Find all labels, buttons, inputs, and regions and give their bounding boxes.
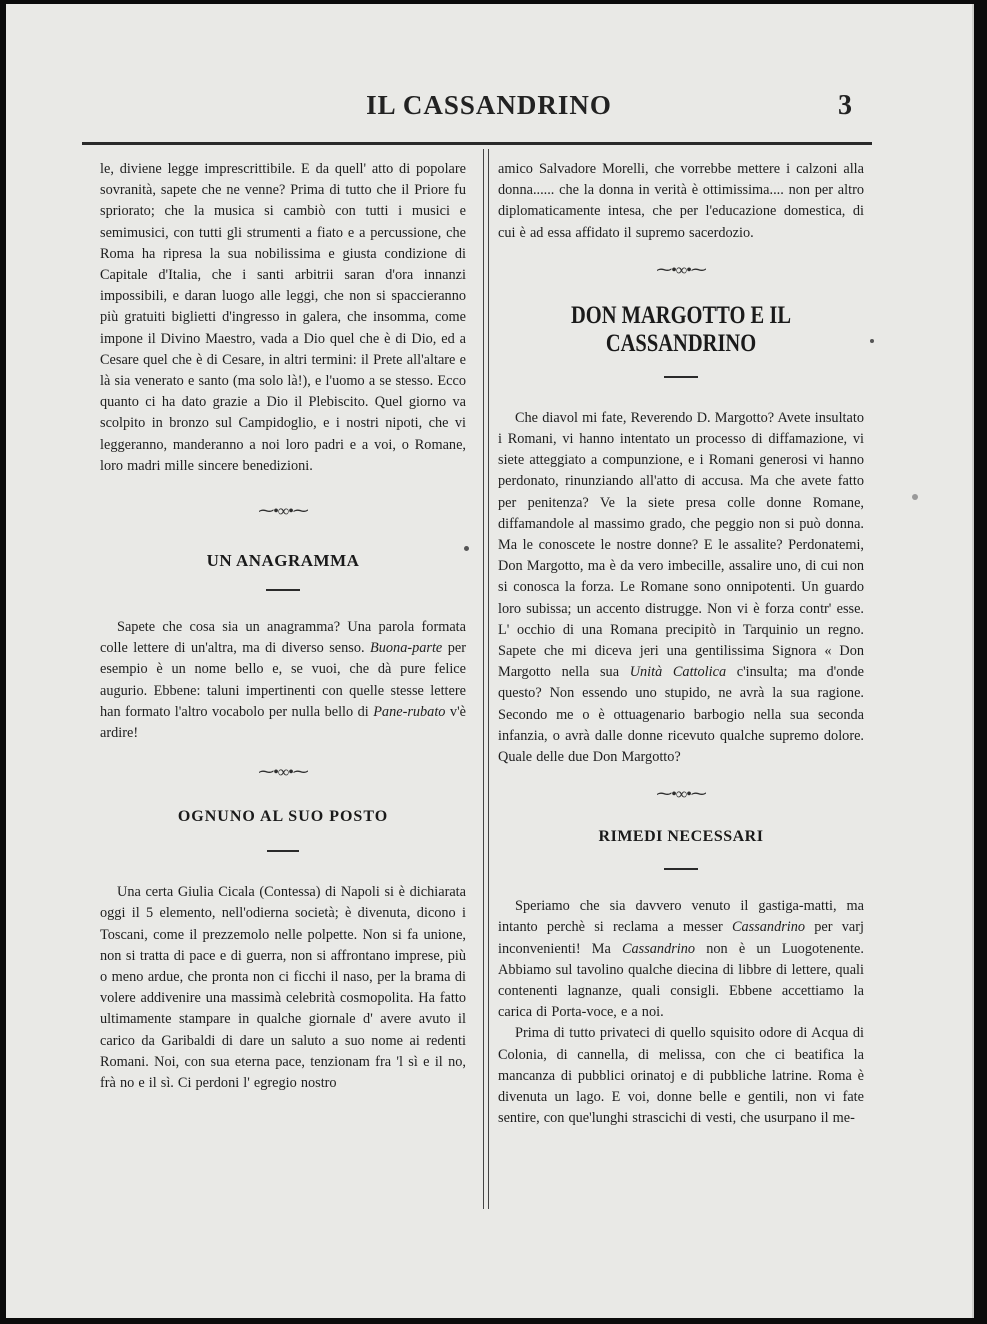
rimedi-emphasis: Cassandrino bbox=[621, 940, 696, 957]
section-title-posto: OGNUNO AL SUO POSTO bbox=[177, 808, 389, 826]
newspaper-page bbox=[6, 4, 974, 1318]
ornament-divider: ⁓•∞•⁓ bbox=[258, 764, 308, 782]
ornament-divider: ⁓•∞•⁓ bbox=[258, 503, 308, 521]
rimedi-text: per varj inconvenienti! Ma bbox=[498, 919, 864, 957]
title-rule bbox=[664, 868, 698, 870]
rimedi-article bbox=[498, 896, 864, 1023]
margotto-text: c'insulta; ma d'onde questo? Non essendo uno stupido, ne avrà la sua ragione. Secondo me o è ottuagenario barbogio nella sua seconda infanzia, o avrà dalle donne ricevuto qualche supremo dolore. Quale delle due Don Margotto? bbox=[498, 664, 864, 766]
margotto-text: Che diavol mi fate, Reverendo D. Margotto? Avete insultato i Romani, vi hanno intentato un processo di diffamazione, vi siete atteggiato a compunzione, e i Romani generosi vi hanno perdonato, rinunziando all'atto di accusa. Ma che avete fatto per penitenza? Ve la siete presa colle donne Romane, diffamandole al massimo grado, che peggio non si può donna. Ma le conoscete le nostre donne? E le assalite? Perdonatemi, Don Margotto, ma è da vero imbecille, assalire uno, di cui non si conosca la forza. Le Romane sono onnipotenti. Un guardo loro subissa; un accento distrugge. Non vi è forza contr' esse. L' occhio di una Romana precipitò in Tarquinio un regno. Sapete che mi diceva jeri una gentilissima Signora « Don Margotto nella sua bbox=[498, 409, 864, 681]
print-speck bbox=[912, 494, 918, 500]
margotto-article bbox=[498, 408, 864, 768]
rimedi-article-continued: Prima di tutto privateci di quello squisito odore di Acqua di Colonia, di cannella, di melissa, con che ci beatifica la mancanza di pubblici orinatoj e di pubbliche latrine. Roma è divenuta un lago. E voi, donne belle e gentili, non vi fate sentire, con que'lunghi strascichi di vesti, che usurpano il me- bbox=[498, 1025, 864, 1127]
section-title-rimedi: RIMEDI NECESSARI bbox=[598, 828, 764, 846]
rimedi-text: Speriamo che sia davvero venuto il gastiga-matti, ma intanto perchè si reclama a messer bbox=[498, 898, 864, 936]
ornament-divider: ⁓•∞•⁓ bbox=[656, 261, 706, 279]
anagramma-emphasis: Buona-parte bbox=[370, 640, 443, 657]
page-number: 3 bbox=[838, 90, 852, 121]
print-speck bbox=[464, 546, 469, 551]
anagramma-text: Sapete che cosa sia un anagramma? Una parola formata colle lettere di un'altra, ma di diverso senso. bbox=[100, 619, 466, 657]
anagramma-text: per esempio è un nome bello e, se vuoi, che dà pure felice augurio. Ebbene: taluni impertinenti con quelle stesse lettere han formato l'altro vocabolo per nulla bello di bbox=[100, 640, 466, 720]
title-rule bbox=[664, 376, 698, 378]
title-rule bbox=[267, 850, 299, 852]
article-continuation: le, diviene legge imprescrittibile. E da quell' atto di popolare sovranità, sapete che ne venne? Prima di tutto che il Priore fu spriorato; che la musica si cambiò con tutti i musici e semimusici, con tutti gli strumenti a fiato e a percussione, che Roma ha ripresa la sua nobilissima e giusta condizione di Capitale d'Italia, che i santi arbitrii saran d'ora innanzi impossibili, e daran luogo alle leggi, che non si spaccieranno più gratuiti biglietti d'ingresso in galera, che insomma, come impone il Divino Maestro, vada a Dio quel che è di Dio, ed a Cesare quel che è di Cesare, in altri termini: il Prete all'altare e là sia venerato e santo (ma solo là!), e l'uomo a se stesso. Ecco quanto ci ha dato grazie a Dio il Plebiscito. Quel giorno va scolpito in bronzo sul Campidoglio, e i nostri nipoti, che vi leggeranno, manderanno a noi loro padri e a voi, o Romane, loro madri mille sincere benedizioni. bbox=[100, 161, 466, 474]
rimedi-text: non è un Luogotenente. Abbiamo sul tavolino qualche diecina di libbre di lettere, quali contenenti lagnanze, quali consigli. Ebbene accettiamo la carica di Porta-voce, e a noi. bbox=[498, 940, 864, 1021]
section-title-anagramma: UN ANAGRAMMA bbox=[206, 551, 360, 571]
posto-article: Una certa Giulia Cicala (Contessa) di Napoli si è dichiarata oggi il 5 elemento, nell'odierna società; è divenuta, dicono i Toscani, come il prezzemolo nelle polpette. Non si fa unione, non si tratta di pace e di guerra, non si affrontano imprese, più o meno ardue, che pronta non ci ficchi il naso, per la brama di volere addivenire una massimà celebrità cosmopolita. Ha fatto ultimamente stampare in qualche giornale d' avere avuto il carico da Garibaldi di dare un saluto a suo nome ai redenti Romani. Noi, con sua eterna pace, tenzionam fra 'l sì e il no, frà no e il sì. Ci perdoni l' egregio nostro bbox=[100, 884, 466, 1092]
left-column bbox=[100, 159, 466, 1094]
anagramma-emphasis: Pane-rubato bbox=[373, 703, 446, 720]
margotto-emphasis: Unità Cattolica bbox=[629, 664, 727, 681]
right-column bbox=[498, 159, 864, 1130]
anagramma-article bbox=[100, 617, 466, 744]
section-title-margotto: DON MARGOTTO E IL CASSANDRINO bbox=[570, 301, 792, 357]
article-continuation: amico Salvadore Morelli, che vorrebbe mettere i calzoni alla donna...... che la donna in verità è ottimissima.... non per altro diplomaticamente intesa, che per l'educazione domestica, di cui è ad essa affidato il supremo sacerdozio. bbox=[498, 161, 864, 241]
ornament-divider: ⁓•∞•⁓ bbox=[656, 786, 706, 804]
print-speck bbox=[870, 339, 874, 343]
column-divider bbox=[483, 149, 489, 1209]
title-rule bbox=[266, 589, 300, 591]
header-rule bbox=[82, 142, 872, 145]
rimedi-emphasis: Cassandrino bbox=[731, 919, 806, 936]
page-header-title: IL CASSANDRINO bbox=[366, 90, 612, 120]
anagramma-text: v'è ardire! bbox=[100, 703, 466, 742]
